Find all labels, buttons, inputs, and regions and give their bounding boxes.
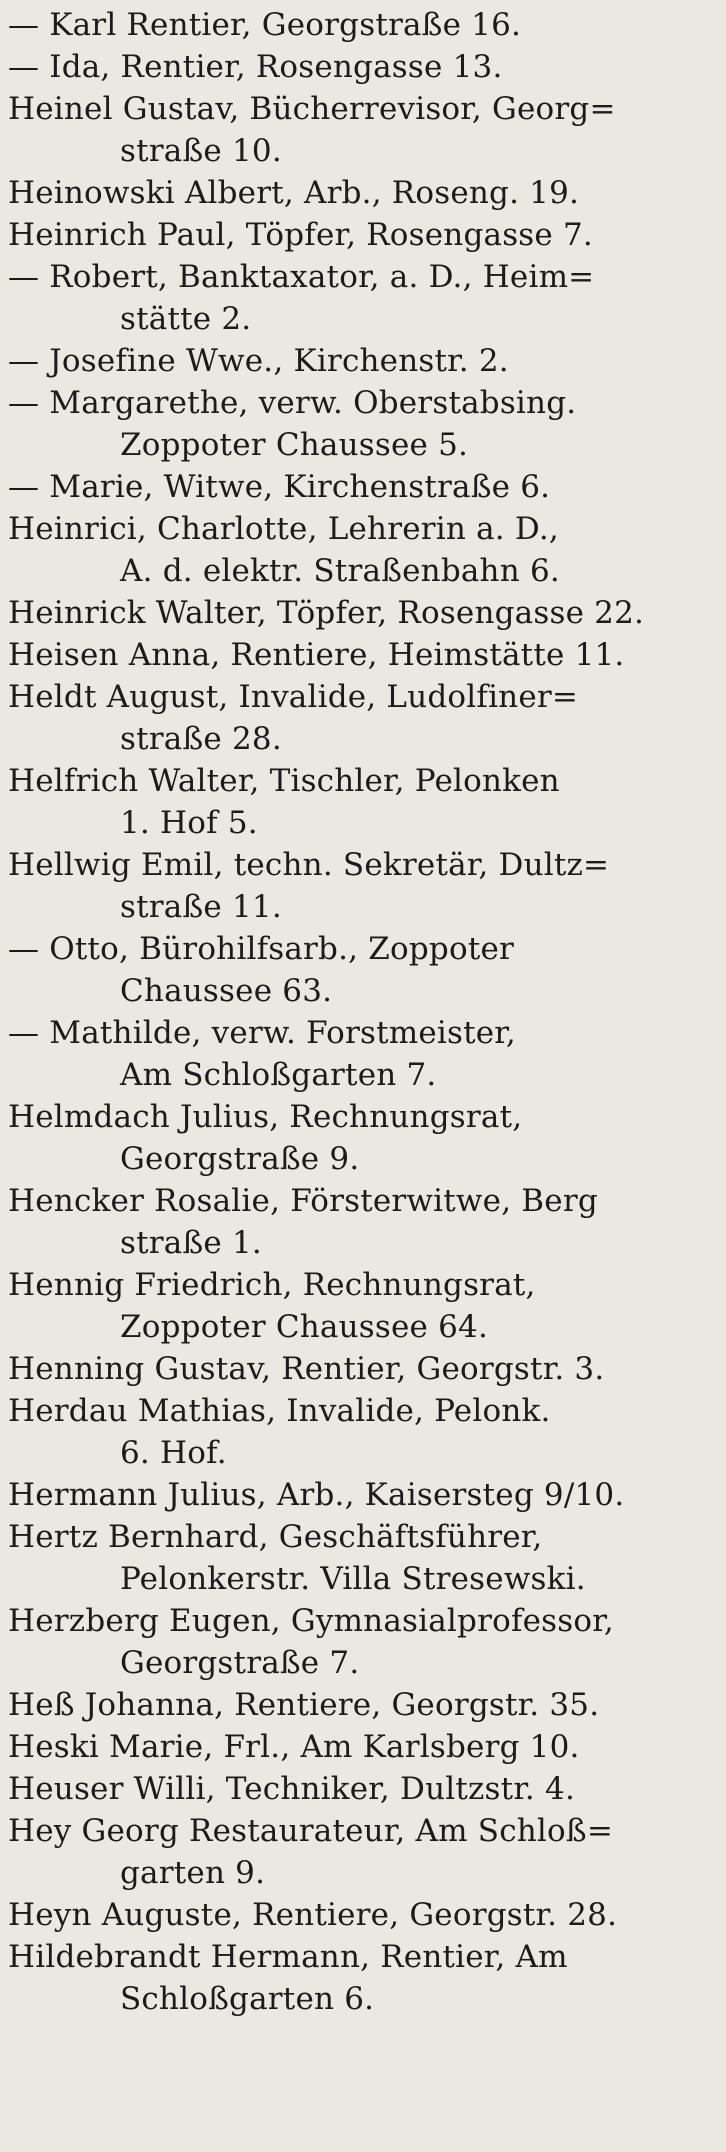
entry-continuation-line: Pelonkerstr. Villa Stresewski. [120,1561,586,1597]
entry-continuation-line: Georgstraße 7. [120,1645,360,1681]
entry-continuation-line: straße 11. [120,889,282,925]
entry-first-line: — Margarethe, verw. Oberstabsing. [8,385,577,421]
entry-continuation-line: Schloßgarten 6. [120,1981,375,2017]
directory-entry [8,1600,718,1684]
directory-entry [8,46,718,88]
entry-continuation-line: 6. Hof. [120,1435,227,1471]
entry-first-line: Heinowski Albert, Arb., Roseng. 19. [8,175,580,211]
directory-entry [8,1390,718,1474]
entry-first-line: Heski Marie, Frl., Am Karlsberg 10. [8,1729,580,1765]
entry-continuation-line: stätte 2. [120,301,252,337]
entry-first-line: — Mathilde, verw. Forstmeister, [8,1015,516,1051]
entry-first-line: Herdau Mathias, Invalide, Pelonk. [8,1393,551,1429]
directory-entry [8,1684,718,1726]
directory-entry [8,382,718,466]
directory-entry [8,1516,718,1600]
directory-entry [8,928,718,1012]
directory-entry [8,1096,718,1180]
directory-entry [8,1180,718,1264]
directory-entry [8,1810,718,1894]
directory-entry [8,1726,718,1768]
entry-first-line: — Otto, Bürohilfsarb., Zoppoter [8,931,515,967]
directory-entry [8,1264,718,1348]
directory-entry [8,214,718,256]
directory-entry [8,592,718,634]
entry-first-line: Heinrick Walter, Töpfer, Rosengasse 22. [8,595,645,631]
directory-entry [8,508,718,592]
entry-continuation-line: Chaussee 63. [120,973,333,1009]
directory-entry [8,1474,718,1516]
directory-entry [8,88,718,172]
directory-entry [8,256,718,340]
directory-entry [8,1768,718,1810]
entry-first-line: Heinrici, Charlotte, Lehrerin a. D., [8,511,559,547]
entry-first-line: Heyn Auguste, Rentiere, Georgstr. 28. [8,1897,618,1933]
entry-first-line: Helmdach Julius, Rechnungsrat, [8,1099,523,1135]
entry-first-line: Heisen Anna, Rentiere, Heimstätte 11. [8,637,625,673]
entry-first-line: Hertz Bernhard, Geschäftsführer, [8,1519,543,1555]
entry-first-line: — Robert, Banktaxator, a. D., Heim= [8,259,595,295]
entry-first-line: Heldt August, Invalide, Ludolfiner= [8,679,579,715]
directory-entry [8,340,718,382]
directory-entry [8,4,718,46]
directory-entry [8,1012,718,1096]
directory-entry [8,676,718,760]
entry-first-line: — Marie, Witwe, Kirchenstraße 6. [8,469,551,505]
directory-entry [8,844,718,928]
entry-first-line: Henning Gustav, Rentier, Georgstr. 3. [8,1351,605,1387]
entry-first-line: Hildebrandt Hermann, Rentier, Am [8,1939,568,1975]
entry-first-line: Hellwig Emil, techn. Sekretär, Dultz= [8,847,610,883]
entry-first-line: Hencker Rosalie, Försterwitwe, Berg [8,1183,598,1219]
entry-continuation-line: garten 9. [120,1855,266,1891]
entry-continuation-line: Zoppoter Chaussee 64. [120,1309,489,1345]
entry-continuation-line: Georgstraße 9. [120,1141,360,1177]
directory-entry [8,1348,718,1390]
directory-entry [8,466,718,508]
entry-continuation-line: straße 1. [120,1225,262,1261]
entry-first-line: — Ida, Rentier, Rosengasse 13. [8,49,503,85]
entry-continuation-line: Am Schloßgarten 7. [120,1057,437,1093]
entry-first-line: — Karl Rentier, Georgstraße 16. [8,7,522,43]
entry-first-line: Heinrich Paul, Töpfer, Rosengasse 7. [8,217,593,253]
entry-first-line: Hermann Julius, Arb., Kaisersteg 9/10. [8,1477,625,1513]
entry-first-line: Heß Johanna, Rentiere, Georgstr. 35. [8,1687,600,1723]
directory-entry [8,172,718,214]
entry-first-line: Helfrich Walter, Tischler, Pelonken [8,763,560,799]
entry-first-line: Hennig Friedrich, Rechnungsrat, [8,1267,536,1303]
directory-entry [8,760,718,844]
directory-entry [8,1936,718,2020]
entry-continuation-line: 1. Hof 5. [120,805,258,841]
directory-entry [8,1894,718,1936]
entry-continuation-line: straße 28. [120,721,282,757]
entry-continuation-line: A. d. elektr. Straßenbahn 6. [120,553,560,589]
entry-first-line: — Josefine Wwe., Kirchenstr. 2. [8,343,509,379]
entry-first-line: Heuser Willi, Techniker, Dultzstr. 4. [8,1771,576,1807]
directory-entry [8,634,718,676]
entry-continuation-line: straße 10. [120,133,282,169]
entry-first-line: Heinel Gustav, Bücherrevisor, Georg= [8,91,616,127]
entry-first-line: Herzberg Eugen, Gymnasialprofessor, [8,1603,614,1639]
entry-first-line: Hey Georg Restaurateur, Am Schloß= [8,1813,613,1849]
entry-continuation-line: Zoppoter Chaussee 5. [120,427,469,463]
